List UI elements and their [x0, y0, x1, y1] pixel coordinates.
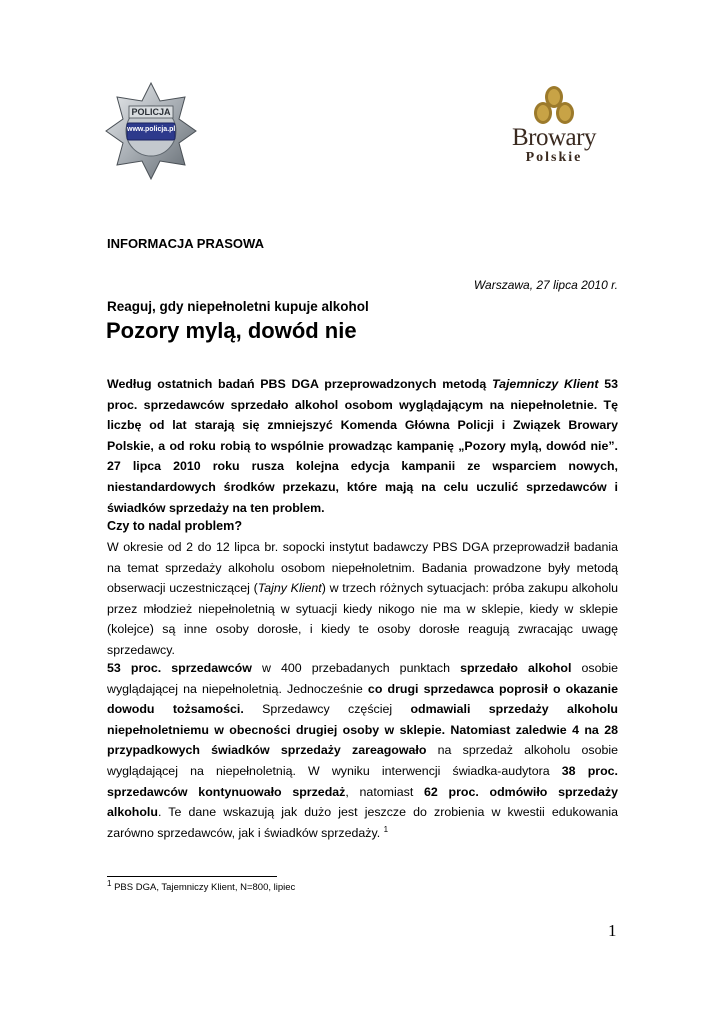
result-s1: 53 proc. sprzedawców: [107, 661, 252, 675]
section-heading: Czy to nadal problem?: [107, 519, 243, 533]
date-line: Warszawa, 27 lipca 2010 r.: [473, 278, 618, 292]
footnote-text: PBS DGA, Tajemniczy Klient, N=800, lipiec: [111, 882, 296, 893]
result-s6: co drugi sprzedawca poprosił o okazanie dowodu tożsamości.: [107, 681, 618, 717]
footnote-divider: [107, 876, 277, 877]
lead-text-2: 53 proc. sprzedawców sprzedało alkohol osobom wyglądającym na niepełnoletnie. Tę liczbę od lat starają się zmniejszyć Komenda Główna Policji i Związek Browary Polskie, a od roku robią to wspólnie prowadząc kampanię „Pozory mylą, dowód nie”. 27 lipca 2010 roku rusza kolejna edycja kampanii ze wsparciem nowych, niestandardowych środków przekazu, które mają na celu uczulić sprzedawców i świadków sprzedaży na ten problem.: [107, 377, 618, 515]
section-text-2: ) w trzech różnych sytuacjach: próba zakupu alkoholu przez młodzież niepełnoletnią w sytuacji kiedy nikogo nie ma w sklepie, kiedy w sklepie (kolejce) są inne osoby dorosłe, i kiedy te osoby dorosłe reagują zwracając uwagę sprzedawcy.: [107, 581, 618, 657]
hop-cones-icon: [532, 86, 576, 126]
result-s2: w 400 przebadanych punktach: [251, 661, 461, 675]
result-s5: . Jednocześnie: [278, 681, 368, 696]
section-text-1: W okresie od 2 do 12 lipca br. sopocki instytut badawczy PBS DGA przeprowadził badania na temat sprzedaży alkoholu osobom niepełnoletnim. Badania prowadzone były metodą obserwacji uczestniczącej (: [107, 540, 618, 596]
result-s12: 62 proc. odmówiło sprzedaży alkoholu: [107, 784, 619, 820]
footnote: [107, 878, 296, 893]
page-number: 1: [608, 921, 617, 940]
result-s3: sprzedało alkohol: [460, 661, 572, 675]
result-s10: 38 proc. sprzedawców kontynuowało sprzedaż: [107, 763, 618, 799]
subtitle: Reaguj, gdy niepełnoletni kupuje alkohol: [107, 299, 369, 314]
press-release-label: INFORMACJA PRASOWA: [107, 236, 264, 251]
result-s4: osobie wyglądającej na niepełnoletnią: [107, 661, 618, 696]
browary-polskie-logo: [498, 86, 610, 168]
section-method-name: Tajny Klient: [257, 581, 322, 596]
footnote-reference[interactable]: 1: [383, 824, 389, 834]
result-s7: Sprzedawcy częściej: [243, 702, 411, 717]
section-paragraph: [107, 537, 618, 661]
browary-word: Browary: [512, 124, 596, 151]
lead-method-name: Tajemniczy Klient: [491, 377, 599, 391]
result-s9: na sprzedaż alkoholu osobie wyglądającej na niepełnoletnią. W wyniku interwencji świadka-audytora: [107, 743, 619, 778]
lead-text-1: Według ostatnich badań PBS DGA przeprowadzonych metodą: [107, 377, 492, 391]
results-paragraph: [107, 658, 618, 843]
result-s8: odmawiali sprzedaży alkoholu niepełnoletniemu w obecności drugiej osoby w sklepie. Natomiast zaledwie 4 na 28 przypadkowych świadków sprzedaży zareagowało: [107, 702, 618, 758]
lead-paragraph: [107, 374, 618, 518]
result-s13: . Te dane wskazują jak dużo jest jeszcze do zrobienia w kwestii edukowania zarówno sprzedawców, jak i świadków sprzedaży.: [107, 805, 618, 840]
footnote-number: 1: [107, 878, 112, 888]
result-s11: , natomiast: [345, 784, 424, 799]
police-badge-text: POLICJA: [131, 107, 171, 117]
police-logo: [104, 82, 198, 180]
polskie-word: Polskie: [525, 150, 583, 165]
main-title: Pozory mylą, dowód nie: [106, 318, 357, 343]
police-url-text: www.policja.pl: [127, 126, 176, 133]
